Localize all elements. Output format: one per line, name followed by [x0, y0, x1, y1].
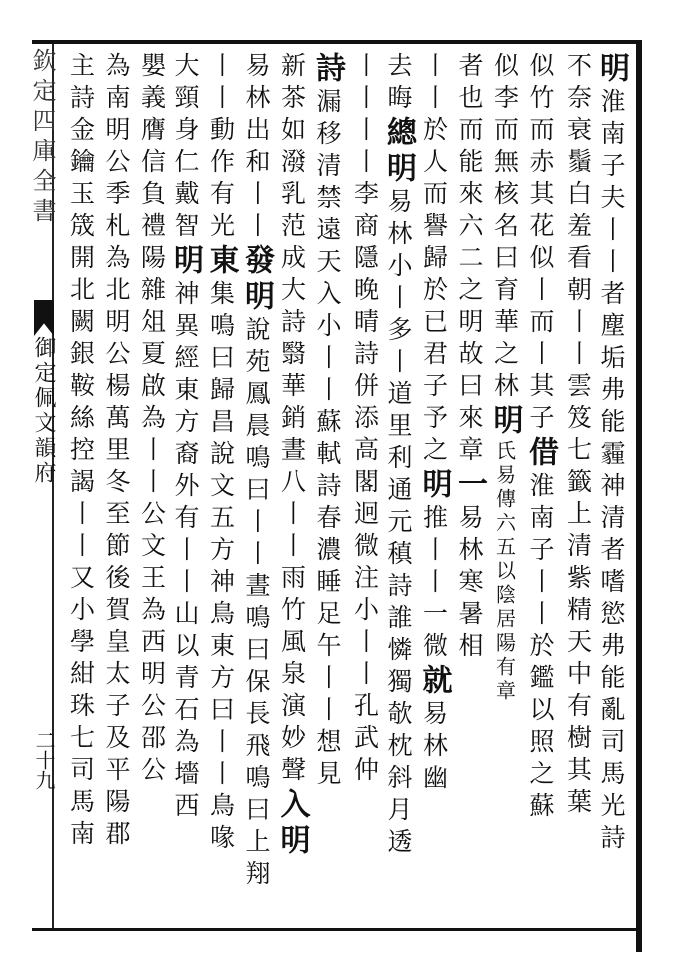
- column-text: 漏移清禁遠天入小丨丨蘇軾詩春濃睡足午丨丨想見: [313, 88, 342, 792]
- column-text: 主詩金鑰玉筬開北闕銀鞍絲控謁丨丨又小學紺珠七司馬南: [66, 52, 96, 852]
- text-column: [484, 52, 523, 704]
- headword: 一: [452, 468, 487, 504]
- headword: 明: [487, 404, 523, 440]
- text-column: [555, 52, 591, 820]
- text-column: [448, 52, 487, 664]
- text-column: [413, 52, 452, 796]
- fish-tail-mark: [34, 300, 54, 336]
- page-number: 二十九: [32, 730, 56, 790]
- column-text: 氏易傳六五以陰居陽有章: [492, 440, 517, 704]
- column-text: 易林幽: [419, 700, 449, 796]
- column-text: 新茶如潑乳范成大詩翳華銷晝八丨丨雨竹風泉演妙聲: [277, 52, 307, 788]
- headword: 借: [523, 436, 558, 472]
- frame-top-border: [32, 40, 642, 44]
- headword: 發明: [239, 244, 274, 316]
- column-text: 嬰義膺信負禮: [137, 52, 167, 244]
- headword: 明: [416, 468, 452, 504]
- book-subtitle: 御定佩文韻府: [31, 336, 56, 486]
- column-text: 淮南子夫丨丨者塵垢弗能霾神清者嗜慾弗能亂司馬光詩: [597, 88, 626, 856]
- column-text: 去晦: [384, 52, 413, 116]
- text-column: [519, 52, 558, 824]
- column-text: 說苑鳳晨鳴曰丨丨晝鳴曰保長飛鳴曰上翔: [242, 316, 271, 892]
- book-title: 欽定四庫全書: [28, 48, 56, 228]
- column-text: 為南明公季札為北明公楊萬里冬至節後賀皇太子及平陽郡: [102, 52, 131, 852]
- text-column: [235, 52, 274, 892]
- headword: 明: [168, 244, 203, 280]
- column-text: 似竹而赤其花似丨而丨其子: [526, 52, 555, 436]
- text-column: [93, 52, 129, 852]
- text-column: [200, 52, 239, 856]
- text-column: [342, 52, 378, 788]
- headword: 詩: [310, 52, 345, 88]
- column-text: 大頸身仁戴智: [171, 52, 200, 244]
- column-text: 丨丨動作有光: [206, 52, 236, 244]
- column-text: 易林出和丨丨: [242, 52, 271, 244]
- headword: 明: [594, 52, 629, 88]
- text-column: [58, 52, 94, 852]
- column-text: 集鳴曰歸昌說文五方神鳥東方曰丨丨鳥喙: [206, 280, 236, 856]
- text-column: [377, 52, 416, 860]
- text-column: [306, 52, 345, 792]
- frame-right-border: [636, 40, 642, 952]
- column-text: 者也而能來六二之明故曰來章: [455, 52, 484, 468]
- text-column: [164, 52, 203, 824]
- column-text: 淮南子丨丨於鑑以照之蘇: [526, 472, 555, 824]
- column-text: 陽雜俎夏啟為丨丨公文王為西明公邵公: [137, 244, 167, 788]
- text-column: [129, 52, 165, 788]
- text-column: [271, 52, 310, 860]
- column-text: 推丨丨一微: [419, 504, 449, 664]
- frame-bottom-border: [32, 928, 642, 931]
- headword: 東: [203, 244, 239, 280]
- column-text: 似李而無核名曰育華之林: [490, 52, 520, 404]
- column-text: 不奈衰鬚白羞看朝丨丨雲笈七籤上清紫精天中有樹其葉: [563, 52, 593, 820]
- headword: 就: [416, 664, 452, 700]
- column-text: 丨丨於人而譽歸於已君子予之: [419, 52, 449, 468]
- column-text: 神異經東方裔外有丨丨山以青石為墻西: [171, 280, 200, 824]
- text-column: [590, 52, 629, 856]
- headword: 總明: [381, 116, 416, 188]
- column-text: 易林小丨多丨道里利通元稹詩誰憐獨欹枕斜月透: [384, 188, 413, 860]
- column-text: 丨丨丨丨李商隱晚晴詩併添高閣迥微注小丨丨孔武仲: [350, 52, 380, 788]
- column-text: 易林寒暑相: [455, 504, 484, 664]
- headword: 入明: [274, 788, 310, 860]
